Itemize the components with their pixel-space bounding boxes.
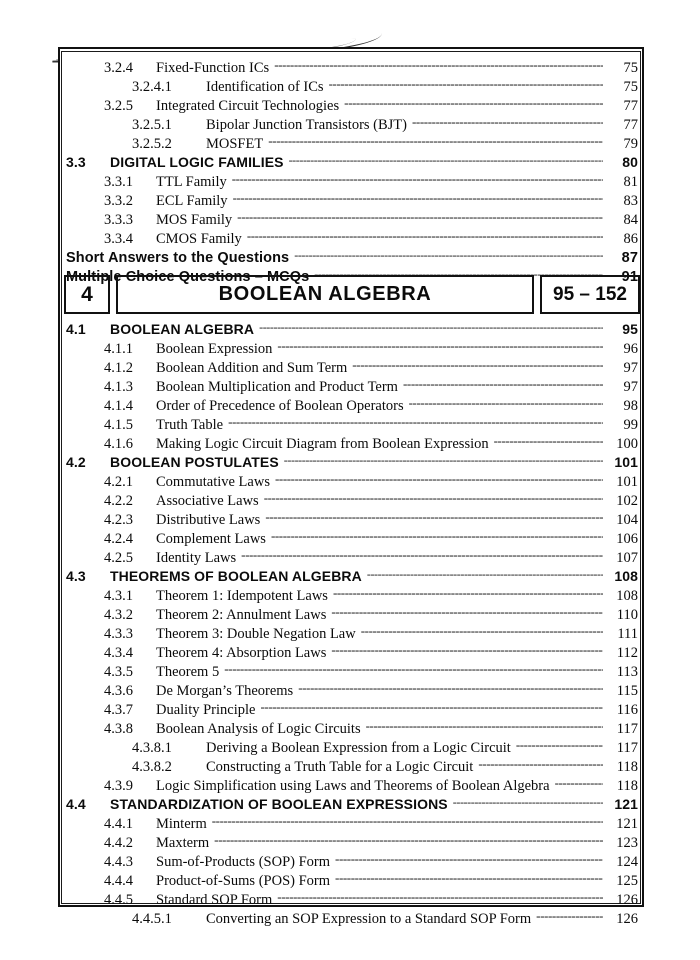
toc-entry-title: Integrated Circuit Technologies (156, 98, 340, 114)
toc-leader-dots (333, 586, 603, 600)
toc-entry-page-number: 81 (623, 174, 638, 190)
toc-entry-page-number: 125 (616, 873, 638, 889)
toc-section-chapter-4 (66, 320, 638, 928)
toc-entry-page-number: 77 (623, 98, 638, 114)
toc-entry-title: BOOLEAN POSTULATES (110, 454, 279, 470)
toc-entry-page-number: 80 (622, 154, 638, 170)
toc-entry[interactable] (66, 320, 638, 339)
toc-entry-title: STANDARDIZATION OF BOOLEAN EXPRESSIONS (110, 796, 448, 812)
toc-leader-dots (403, 377, 603, 391)
toc-entry-page-number: 115 (616, 683, 638, 699)
toc-leader-dots (409, 396, 603, 410)
toc-entry-number: 3.2.4.1 (132, 79, 172, 95)
toc-entry[interactable] (66, 115, 638, 134)
toc-entry-page-number: 108 (614, 568, 638, 584)
toc-entry-number: 4.3.3 (104, 626, 133, 642)
toc-entry-title: BOOLEAN ALGEBRA (110, 321, 255, 337)
toc-leader-dots (277, 339, 603, 353)
toc-entry-page-number: 110 (616, 607, 638, 623)
toc-entry-number: 4.2 (66, 454, 86, 470)
toc-leader-dots (329, 77, 603, 91)
toc-leader-dots (284, 453, 603, 467)
toc-entry-number: 4.3.8.2 (132, 759, 172, 775)
toc-entry-number: 4.3.6 (104, 683, 133, 699)
toc-entry[interactable] (66, 210, 638, 229)
toc-leader-dots (232, 172, 603, 186)
toc-entry[interactable] (66, 909, 638, 928)
toc-entry-number: 4.4.5 (104, 892, 133, 908)
toc-entry-number: 3.3.3 (104, 212, 133, 228)
toc-entry-title: Distributive Laws (156, 512, 261, 528)
toc-entry-number: 3.3.4 (104, 231, 133, 247)
toc-entry[interactable] (66, 757, 638, 776)
toc-leader-dots (516, 738, 603, 752)
toc-entry-title: Converting an SOP Expression to a Standard SOP Form (206, 911, 532, 927)
toc-entry-page-number: 101 (614, 454, 638, 470)
toc-entry[interactable] (66, 134, 638, 153)
toc-entry[interactable] (66, 453, 638, 472)
toc-entry-number: 4.2.4 (104, 531, 133, 547)
toc-entry-title: THEOREMS OF BOOLEAN ALGEBRA (110, 568, 362, 584)
toc-entry-number: 4.1.3 (104, 379, 133, 395)
toc-leader-dots (214, 833, 603, 847)
toc-entry-number: 4.2.2 (104, 493, 133, 509)
toc-leader-dots (271, 529, 603, 543)
toc-entry[interactable] (66, 795, 638, 814)
toc-leader-dots (265, 510, 603, 524)
toc-entry-title: Short Answers to the Questions (66, 250, 290, 266)
toc-entry-page-number: 107 (616, 550, 638, 566)
toc-entry-page-number: 83 (623, 193, 638, 209)
toc-leader-dots (331, 605, 603, 619)
toc-leader-dots (478, 757, 603, 771)
toc-entry-title: Commutative Laws (156, 474, 270, 490)
toc-entry-number: 3.3.2 (104, 193, 133, 209)
toc-entry-number: 4.4.5.1 (132, 911, 172, 927)
toc-leader-dots (412, 115, 603, 129)
toc-leader-dots (268, 134, 603, 148)
toc-entry-title: Duality Principle (156, 702, 256, 718)
toc-entry-page-number: 117 (616, 740, 638, 756)
toc-entry[interactable] (66, 624, 638, 643)
toc-leader-dots (555, 776, 603, 790)
toc-entry[interactable] (66, 719, 638, 738)
toc-entry-title: Theorem 2: Annulment Laws (156, 607, 327, 623)
toc-entry-page-number: 104 (616, 512, 638, 528)
toc-leader-dots (274, 58, 603, 72)
toc-entry-number: 4.3.2 (104, 607, 133, 623)
toc-entry-page-number: 79 (623, 136, 638, 152)
toc-entry-number: 4.1.5 (104, 417, 133, 433)
toc-entry-title: Boolean Analysis of Logic Circuits (156, 721, 361, 737)
toc-entry-number: 3.3.1 (104, 174, 133, 190)
toc-entry-number: 3.2.5.1 (132, 117, 172, 133)
toc-entry-page-number: 118 (616, 759, 638, 775)
toc-entry-title: Product-of-Sums (POS) Form (156, 873, 331, 889)
toc-entry-page-number: 102 (616, 493, 638, 509)
toc-entry-page-number: 77 (623, 117, 638, 133)
toc-entry-number: 4.2.3 (104, 512, 133, 528)
toc-leader-dots (361, 624, 603, 638)
toc-entry-title: Identification of ICs (206, 79, 324, 95)
toc-entry-title: TTL Family (156, 174, 227, 190)
toc-entry-number: 4.4.1 (104, 816, 133, 832)
toc-entry-number: 4.4 (66, 796, 86, 812)
toc-entry[interactable] (66, 472, 638, 491)
toc-entry-page-number: 118 (616, 778, 638, 794)
toc-entry[interactable] (66, 248, 638, 267)
toc-entry-number: 4.4.3 (104, 854, 133, 870)
toc-entry-number: 4.3 (66, 568, 86, 584)
toc-entry-title: Identity Laws (156, 550, 237, 566)
toc-entry-page-number: 124 (616, 854, 638, 870)
toc-entry[interactable] (66, 339, 638, 358)
toc-entry-number: 4.1.6 (104, 436, 133, 452)
chapter-number: 4 (64, 275, 110, 314)
toc-entry[interactable] (66, 833, 638, 852)
toc-entry-page-number: 96 (623, 341, 638, 357)
toc-entry-page-number: 116 (616, 702, 638, 718)
toc-leader-dots (352, 358, 603, 372)
toc-entry-number: 4.3.8 (104, 721, 133, 737)
toc-leader-dots (344, 96, 603, 110)
toc-entry-title: CMOS Family (156, 231, 242, 247)
toc-entry-title: Making Logic Circuit Diagram from Boolean Expression (156, 436, 489, 452)
toc-leader-dots (212, 814, 603, 828)
toc-entry[interactable] (66, 58, 638, 77)
toc-entry-title: Theorem 5 (156, 664, 220, 680)
toc-entry-page-number: 97 (623, 379, 638, 395)
toc-entry-number: 4.3.7 (104, 702, 133, 718)
toc-entry-number: 3.2.5 (104, 98, 133, 114)
toc-entry[interactable] (66, 567, 638, 586)
toc-entry-title: MOSFET (206, 136, 264, 152)
toc-entry[interactable] (66, 191, 638, 210)
toc-entry-number: 4.1.2 (104, 360, 133, 376)
toc-entry-title: Boolean Addition and Sum Term (156, 360, 348, 376)
toc-entry-page-number: 101 (616, 474, 638, 490)
toc-entry-title: Order of Precedence of Boolean Operators (156, 398, 404, 414)
chapter-title: BOOLEAN ALGEBRA (116, 275, 534, 314)
chapter-banner (64, 275, 640, 314)
toc-entry-title: DIGITAL LOGIC FAMILIES (110, 154, 284, 170)
toc-entry[interactable] (66, 738, 638, 757)
toc-leader-dots (298, 681, 603, 695)
toc-entry-page-number: 111 (617, 626, 638, 642)
toc-leader-dots (367, 567, 603, 581)
toc-entry[interactable] (66, 871, 638, 890)
toc-entry-number: 4.3.9 (104, 778, 133, 794)
toc-entry[interactable] (66, 776, 638, 795)
toc-entry-title: Maxterm (156, 835, 210, 851)
toc-leader-dots (366, 719, 603, 733)
toc-entry-title: Theorem 1: Idempotent Laws (156, 588, 328, 604)
toc-entry-number: 4.1.4 (104, 398, 133, 414)
toc-entry-page-number: 126 (616, 892, 638, 908)
toc-leader-dots (453, 795, 603, 809)
toc-entry-title: De Morgan’s Theorems (156, 683, 294, 699)
toc-entry[interactable] (66, 681, 638, 700)
toc-entry-page-number: 84 (623, 212, 638, 228)
toc-entry-title: Constructing a Truth Table for a Logic Circuit (206, 759, 474, 775)
toc-entry[interactable] (66, 229, 638, 248)
toc-entry-page-number: 91 (621, 269, 638, 285)
toc-leader-dots (277, 890, 603, 904)
toc-entry-page-number: 75 (623, 60, 638, 76)
toc-entry-number: 3.2.4 (104, 60, 133, 76)
toc-leader-dots (233, 191, 603, 205)
toc-entry-title: ECL Family (156, 193, 228, 209)
toc-entry[interactable] (66, 852, 638, 871)
toc-leader-dots (264, 491, 603, 505)
toc-entry[interactable] (66, 358, 638, 377)
toc-leader-dots (259, 320, 603, 334)
toc-entry-page-number: 113 (616, 664, 638, 680)
toc-entry-number: 3.2.5.2 (132, 136, 172, 152)
toc-leader-dots (237, 210, 603, 224)
toc-entry-page-number: 112 (616, 645, 638, 661)
toc-entry-number: 4.4.4 (104, 873, 133, 889)
toc-entry-title: Boolean Expression (156, 341, 273, 357)
toc-entry-page-number: 75 (623, 79, 638, 95)
toc-entry-page-number: 98 (623, 398, 638, 414)
toc-entry-number: 3.3 (66, 154, 86, 170)
toc-entry[interactable] (66, 396, 638, 415)
toc-entry-page-number: 121 (614, 796, 638, 812)
toc-leader-dots (335, 852, 603, 866)
toc-entry-title: Standard SOP Form (156, 892, 273, 908)
toc-leader-dots (275, 472, 603, 486)
toc-entry[interactable] (66, 377, 638, 396)
toc-entry-title: Fixed-Function ICs (156, 60, 270, 76)
toc-entry[interactable] (66, 605, 638, 624)
toc-entry[interactable] (66, 586, 638, 605)
toc-entry-title: Boolean Multiplication and Product Term (156, 379, 398, 395)
toc-entry-page-number: 95 (622, 321, 638, 337)
toc-entry-page-number: 86 (623, 231, 638, 247)
toc-entry[interactable] (66, 77, 638, 96)
toc-entry[interactable] (66, 491, 638, 510)
toc-entry[interactable] (66, 529, 638, 548)
toc-entry[interactable] (66, 643, 638, 662)
toc-entry-number: 4.1.1 (104, 341, 133, 357)
toc-entry-number: 4.3.8.1 (132, 740, 172, 756)
toc-leader-dots (241, 548, 603, 562)
toc-entry-number: 4.3.1 (104, 588, 133, 604)
toc-section-chapter-3 (66, 58, 638, 286)
toc-entry[interactable] (66, 662, 638, 681)
toc-entry-page-number: 126 (616, 911, 638, 927)
toc-entry-number: 4.2.5 (104, 550, 133, 566)
toc-leader-dots (335, 871, 603, 885)
toc-entry-page-number: 123 (616, 835, 638, 851)
toc-entry-title: Logic Simplification using Laws and Theorems of Boolean Algebra (156, 778, 550, 794)
toc-leader-dots (224, 662, 603, 676)
toc-entry-title: Bipolar Junction Transistors (BJT) (206, 117, 407, 133)
toc-entry-page-number: 117 (616, 721, 638, 737)
toc-entry-page-number: 100 (616, 436, 638, 452)
toc-entry-title: Complement Laws (156, 531, 266, 547)
toc-entry-page-number: 99 (623, 417, 638, 433)
toc-entry-title: Multiple Choice Questions – MCQs (66, 269, 310, 285)
toc-leader-dots (494, 434, 603, 448)
toc-leader-dots (536, 909, 603, 923)
toc-entry[interactable] (66, 510, 638, 529)
chapter-page-range: 95 – 152 (540, 275, 640, 314)
toc-entry-number: 4.3.4 (104, 645, 133, 661)
toc-entry-number: 4.4.2 (104, 835, 133, 851)
toc-leader-dots (331, 643, 603, 657)
toc-leader-dots (228, 415, 603, 429)
toc-leader-dots (289, 153, 603, 167)
toc-leader-dots (260, 700, 603, 714)
toc-entry-page-number: 97 (623, 360, 638, 376)
toc-entry[interactable] (66, 153, 638, 172)
toc-entry-title: Theorem 3: Double Negation Law (156, 626, 356, 642)
toc-entry-number: 4.2.1 (104, 474, 133, 490)
toc-entry-number: 4.1 (66, 321, 86, 337)
toc-leader-dots (247, 229, 603, 243)
toc-entry[interactable] (66, 96, 638, 115)
toc-entry-page-number: 121 (616, 816, 638, 832)
toc-leader-dots (294, 248, 603, 262)
toc-entry-title: MOS Family (156, 212, 233, 228)
toc-entry-title: Minterm (156, 816, 207, 832)
toc-entry-page-number: 106 (616, 531, 638, 547)
toc-entry-number: 4.3.5 (104, 664, 133, 680)
toc-entry-title: Sum-of-Products (SOP) Form (156, 854, 331, 870)
toc-entry[interactable] (66, 814, 638, 833)
toc-entry-title: Associative Laws (156, 493, 259, 509)
toc-entry-page-number: 87 (621, 250, 638, 266)
toc-entry-title: Deriving a Boolean Expression from a Logic Circuit (206, 740, 511, 756)
toc-entry[interactable] (66, 415, 638, 434)
toc-entry[interactable] (66, 700, 638, 719)
toc-entry[interactable] (66, 172, 638, 191)
toc-entry[interactable] (66, 434, 638, 453)
toc-entry-page-number: 108 (616, 588, 638, 604)
toc-entry-title: Theorem 4: Absorption Laws (156, 645, 327, 661)
toc-entry[interactable] (66, 890, 638, 909)
toc-entry[interactable] (66, 548, 638, 567)
toc-entry-title: Truth Table (156, 417, 224, 433)
